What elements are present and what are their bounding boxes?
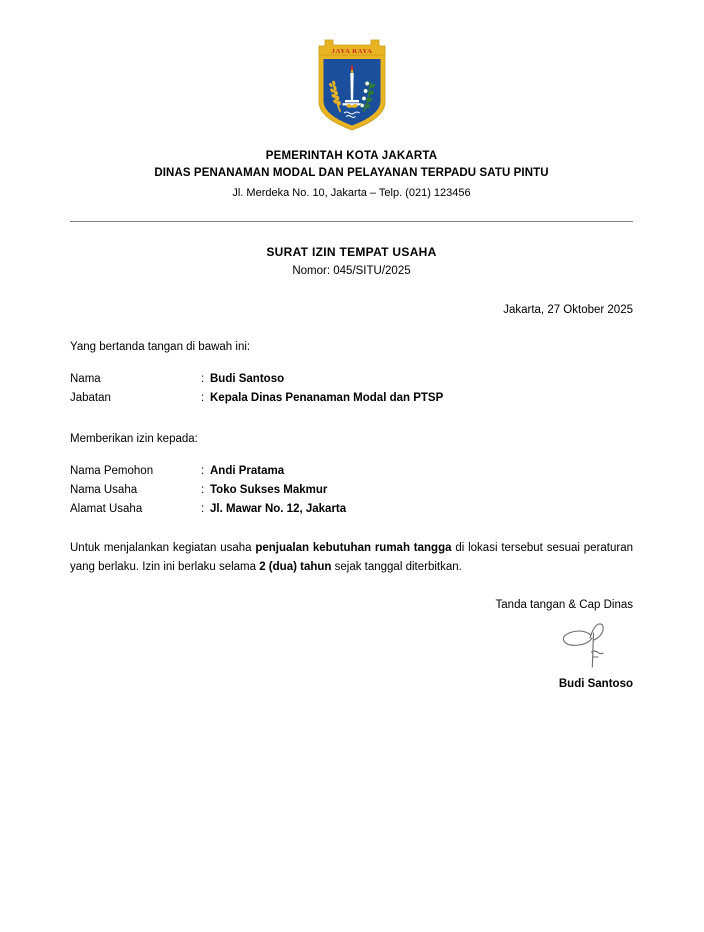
table-row [70,481,346,500]
field-separator: : [201,484,205,496]
field-separator: : [201,503,205,515]
paragraph-part-1: Untuk menjalankan kegiatan usaha [70,542,256,554]
table-row [70,370,443,389]
document-number: Nomor: 045/SITU/2025 [292,265,411,277]
field-value: Toko Sukses Makmur [210,484,328,496]
letterhead [70,148,633,202]
field-value: Kepala Dinas Penanaman Modal dan PTSP [210,392,444,404]
paragraph-bold-business-type: penjualan kebutuhan rumah tangga [255,542,452,554]
field-label: Nama [70,373,101,385]
field-label: Alamat Usaha [70,503,143,515]
department-name: DINAS PENANAMAN MODAL DAN PELAYANAN TERPADU SATU PINTU [154,167,549,179]
signatory-name: Budi Santoso [558,678,633,690]
field-label: Nama Usaha [70,484,138,496]
field-label: Jabatan [70,392,111,404]
field-label: Nama Pemohon [70,465,154,477]
place-and-date: Jakarta, 27 Oktober 2025 [503,304,633,316]
government-name: PEMERINTAH KOTA JAKARTA [265,150,438,162]
page-title: SURAT IZIN TEMPAT USAHA [266,245,437,259]
svg-text:JAYA RAYA: JAYA RAYA [331,48,372,56]
signature-mark-container [70,614,633,676]
field-value: Andi Pratama [210,465,285,477]
signature-caption: Tanda tangan & Cap Dinas [495,599,633,611]
grantee-intro-text: Memberikan izin kepada: [70,433,198,445]
paragraph-part-2: di lokasi tersebut sesuai peraturan yang berlaku. Izin ini berlaku selama [70,542,633,573]
signer-fields-table [70,370,443,408]
jakarta-coat-of-arms-icon [313,34,391,134]
office-address: Jl. Merdeka No. 10, Jakarta – Telp. (021) 123456 [232,187,471,199]
field-separator: : [201,373,205,385]
letterhead-divider [70,221,633,222]
table-row [70,500,346,519]
body-paragraph [70,539,633,577]
document-title-block [70,244,633,280]
field-separator: : [201,465,205,477]
handwritten-signature-icon [553,619,611,671]
field-separator: : [201,392,205,404]
table-row [70,389,443,408]
paragraph-part-3: sejak tanggal diterbitkan. [331,561,462,573]
signature-block [70,597,633,693]
document-content [70,0,633,693]
emblem-container [70,0,633,134]
grantee-fields-table [70,462,346,519]
signer-intro-text: Yang bertanda tangan di bawah ini: [70,341,251,353]
table-row [70,462,346,481]
paragraph-bold-duration: 2 (dua) tahun [259,561,332,573]
field-value: Budi Santoso [210,373,285,385]
field-value: Jl. Mawar No. 12, Jakarta [210,503,347,515]
